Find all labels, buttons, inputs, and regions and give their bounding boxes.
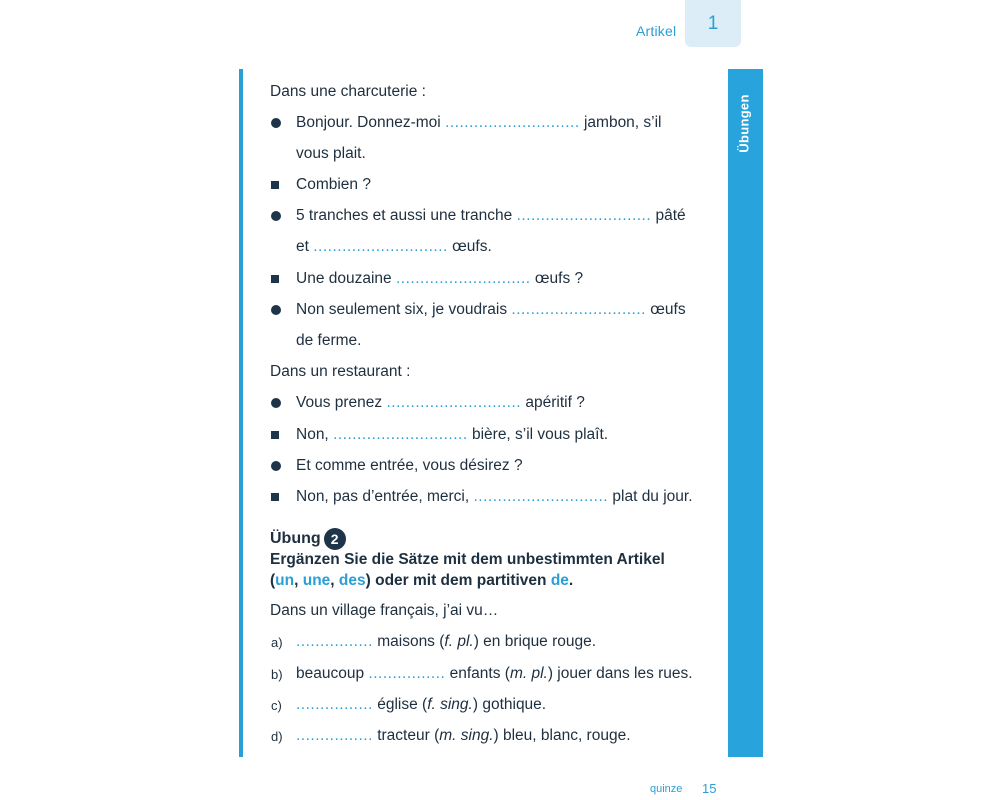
blank: ............................ [395, 270, 531, 287]
blank: ................ [296, 727, 373, 744]
speaker-square-icon [271, 275, 279, 283]
exercise-item: beaucoup ................ enfants (m. pl.) jouer dans les rues. [296, 665, 693, 682]
dialogue-line: Bonjour. Donnez-moi ............................ jambon, s’il [296, 114, 662, 131]
blank: ............................ [333, 426, 468, 443]
exercise-title: Übung 2 [270, 528, 346, 550]
side-section-label: Übungen [736, 93, 752, 153]
speaker-square-icon [271, 431, 279, 439]
speaker-dot-icon [271, 398, 281, 408]
page-number: 15 [702, 781, 717, 796]
dialogue-line: et ............................ œufs. [296, 238, 492, 255]
item-letter: d) [271, 729, 283, 744]
dialogue-line: Non, ............................ bière, s’il vous plaît. [296, 426, 609, 443]
side-section-band [728, 69, 763, 757]
left-margin-rule [239, 69, 243, 757]
dialogue-line: Combien ? [296, 176, 371, 193]
blank: ............................ [445, 114, 580, 131]
chapter-number-tab [685, 0, 741, 47]
dialogue-line: Et comme entrée, vous désirez ? [296, 457, 523, 474]
exercise-number-badge: 2 [324, 528, 346, 550]
item-letter: b) [271, 667, 283, 682]
speaker-square-icon [271, 493, 279, 501]
exercise-item: ................ maisons (f. pl.) en brique rouge. [296, 633, 597, 650]
exercise-item: ................ tracteur (m. sing.) bleu, blanc, rouge. [296, 727, 631, 744]
dialogue-line: de ferme. [296, 332, 362, 349]
speaker-dot-icon [271, 118, 281, 128]
dialogue-line: 5 tranches et aussi une tranche ............................ pâté [296, 207, 686, 224]
exercise-item: ................ église (f. sing.) gothique. [296, 696, 547, 713]
chapter-number: 1 [707, 12, 719, 34]
blank: ............................ [386, 394, 522, 411]
exercise-instruction: Ergänzen Sie die Sätze mit dem unbestimmten Artikel [270, 551, 665, 568]
speaker-dot-icon [271, 211, 281, 221]
dialogue-line: Non seulement six, je voudrais ............................ œufs [296, 301, 686, 318]
speaker-square-icon [271, 181, 279, 189]
blank: ............................ [511, 301, 646, 318]
exercise-intro: Dans un village français, j’ai vu… [270, 602, 499, 619]
page-number-word: quinze [650, 783, 683, 795]
blank: ............................ [313, 238, 448, 255]
charcuterie-heading: Dans une charcuterie : [270, 83, 426, 100]
blank: ................ [296, 633, 373, 650]
speaker-dot-icon [271, 461, 281, 471]
dialogue-line: Non, pas d’entrée, merci, ............................ plat du jour. [296, 488, 693, 505]
dialogue-line: vous plait. [296, 145, 366, 162]
blank: ............................ [473, 488, 609, 505]
dialogue-line: Vous prenez ............................ apéritif ? [296, 394, 585, 411]
speaker-dot-icon [271, 305, 281, 315]
chapter-title: Artikel [636, 23, 677, 39]
exercise-instruction-line2: (un, une, des) oder mit dem partitiven de. [270, 572, 574, 589]
item-letter: c) [271, 698, 282, 713]
blank: ................ [296, 696, 373, 713]
item-letter: a) [271, 635, 283, 650]
blank: ................ [368, 665, 446, 682]
dialogue-line: Une douzaine ............................ œufs ? [296, 270, 584, 287]
blank: ............................ [516, 207, 652, 224]
restaurant-heading: Dans un restaurant : [270, 363, 411, 380]
